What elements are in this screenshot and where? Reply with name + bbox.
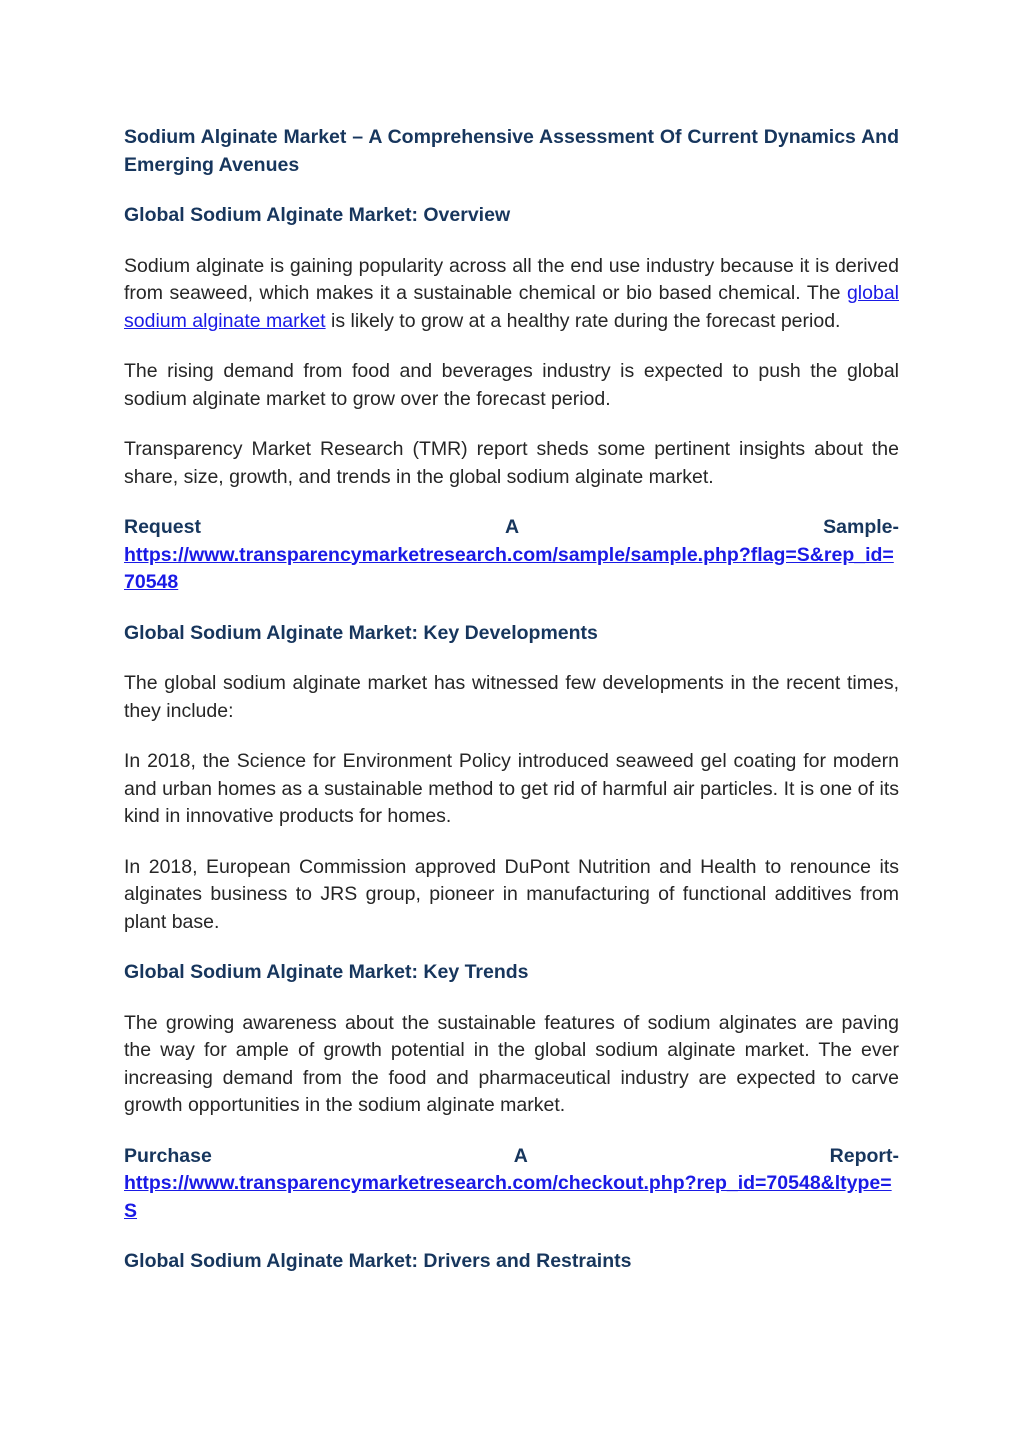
purchase-report-label [124, 1143, 899, 1171]
document-page [124, 124, 899, 1299]
purchase-link[interactable]: https://www.transparencymarketresearch.com/checkout.php?rep_id=70548&ltype=S [124, 1172, 892, 1222]
global-market-link[interactable]: global sodium alginate market [124, 282, 899, 332]
trends-heading: Global Sodium Alginate Market: Key Trends [124, 961, 529, 983]
a-word-2: A [513, 1144, 528, 1167]
trends-paragraph-1: The growing awareness about the sustainable features of sodium alginates are paving the way for ample of growth potential in the global sodium alginate market. The ever increasing demand from the food and pharmaceutical industry are expected to carve growth opportunities in the sodium alginate market. [124, 1011, 899, 1116]
developments-paragraph-2: In 2018, the Science for Environment Policy introduced seaweed gel coating for modern and urban homes as a sustainable method to get rid of harmful air particles. It is one of its kind in innovative products for homes. [124, 750, 899, 827]
developments-paragraph-1: The global sodium alginate market has witnessed few developments in the recent times, they include: [124, 672, 899, 722]
request-word: Request [124, 516, 201, 538]
a-word: A [504, 516, 520, 538]
sample-word: Sample- [823, 516, 899, 538]
request-sample-block [124, 514, 899, 597]
overview-paragraph-2: The rising demand from food and beverages industry is expected to push the global sodium alginate market to grow over the forecast period. [124, 360, 899, 410]
developments-paragraph-3: In 2018, European Commission approved DuPont Nutrition and Health to renounce its alginates business to JRS group, pioneer in manufacturing of functional additives from plant base. [124, 855, 899, 933]
developments-heading: Global Sodium Alginate Market: Key Developments [124, 621, 598, 644]
overview-p1-text-after: is likely to grow at a healthy rate during the forecast period. [325, 309, 841, 332]
report-word: Report- [829, 1144, 899, 1167]
document-title: Sodium Alginate Market – A Comprehensive Assessment Of Current Dynamics And Emerging Avenues [124, 126, 899, 176]
sample-link[interactable]: https://www.transparencymarketresearch.com/sample/sample.php?flag=S&rep_id=70548 [124, 543, 894, 593]
drivers-heading: Global Sodium Alginate Market: Drivers and Restraints [124, 1250, 632, 1272]
request-sample-label [124, 514, 899, 542]
purchase-report-block [124, 1143, 899, 1226]
purchase-word: Purchase [124, 1144, 212, 1167]
overview-p1-text-before: Sodium alginate is gaining popularity across all the end use industry because it is derived from seaweed, which makes it a sustainable chemical or bio based chemical. The [124, 254, 899, 304]
overview-paragraph-3: Transparency Market Research (TMR) report sheds some pertinent insights about the share, size, growth, and trends in the global sodium alginate market. [124, 438, 899, 488]
overview-paragraph-1 [124, 253, 899, 336]
overview-heading: Global Sodium Alginate Market: Overview [124, 204, 511, 226]
